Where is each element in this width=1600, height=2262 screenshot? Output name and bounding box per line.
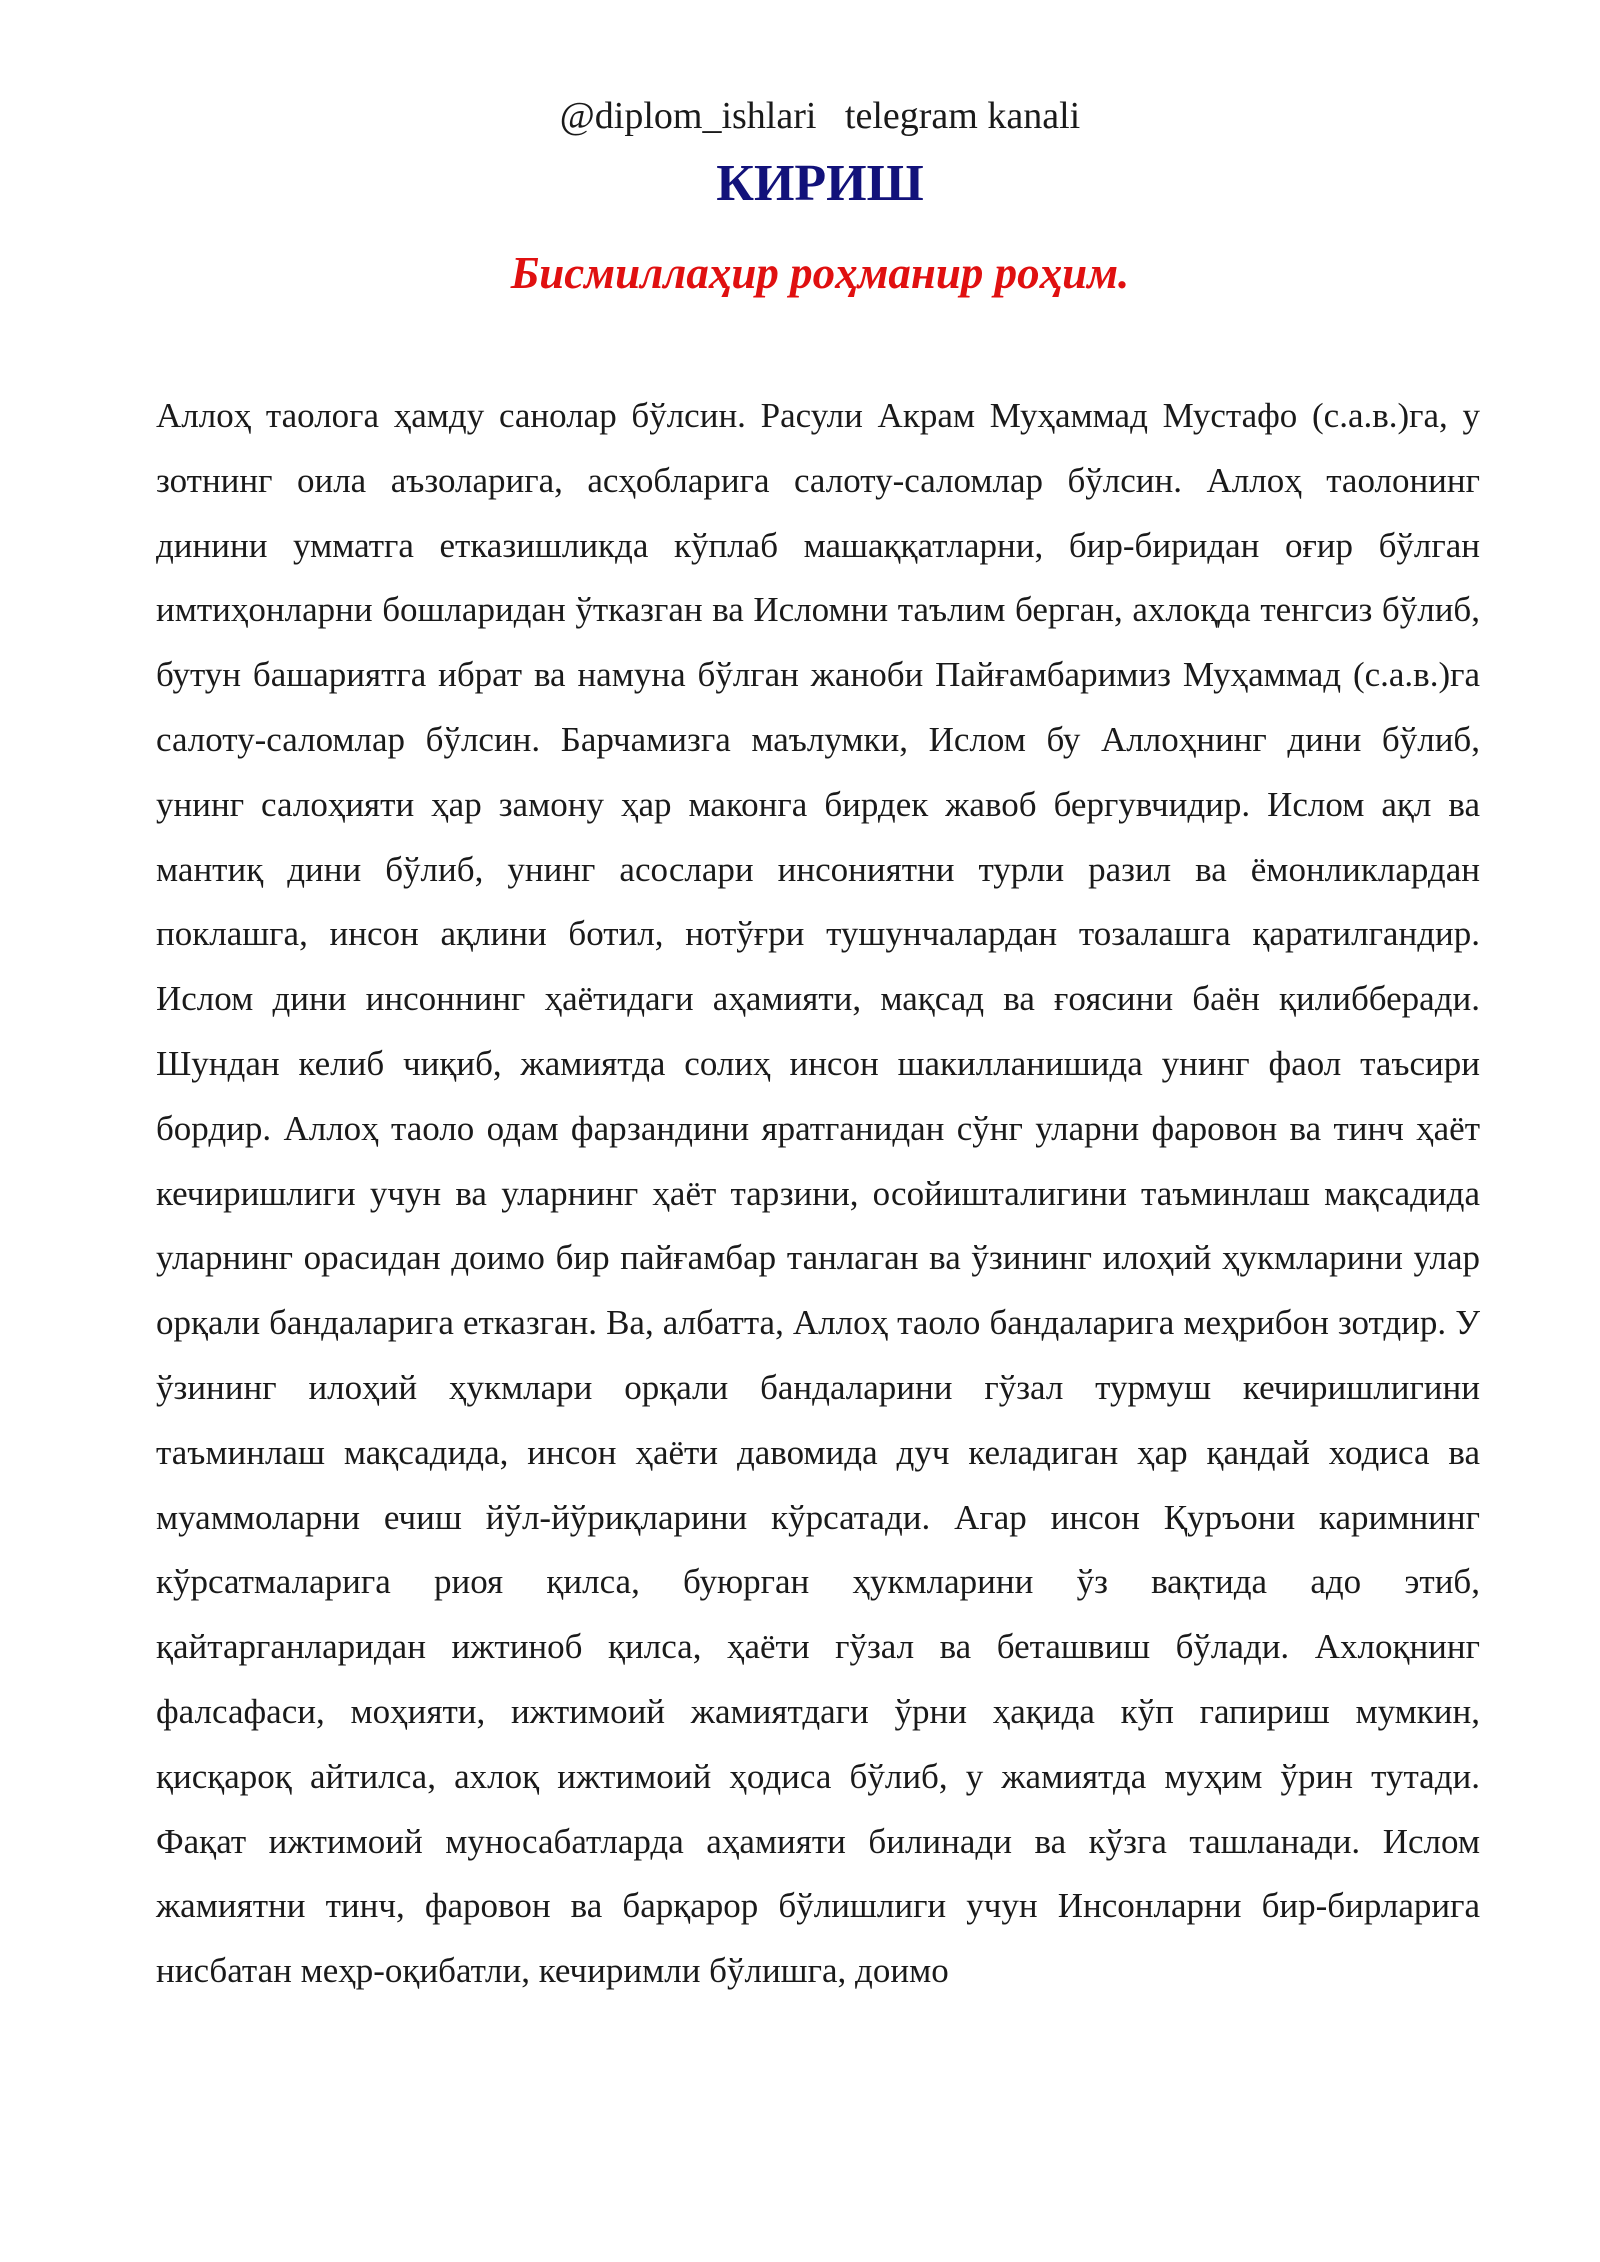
basmala-subtitle: Бисмиллаҳир роҳманир роҳим. (510, 248, 1130, 298)
page-title: КИРИШ (716, 155, 924, 212)
body-paragraph: Аллоҳ таолога ҳамду санолар бўлсин. Расули Акрам Муҳаммад Мустафо (с.а.в.)га, у зотнинг оила аъзоларига, асҳобларига салоту-саломлар бўлсин. Аллоҳ таолонинг динини умматга етказишликда кўплаб машаққатларни, бир-биридан оғир бўлган имтиҳонларни бошларидан ўтказган ва Исломни таълим берган, ахлоқда тенгсиз бўлиб, бутун башариятга ибрат ва намуна бўлган жаноби Пайғамбаримиз Муҳаммад (с.а.в.)га салоту-саломлар бўлсин. Барчамизга маълумки, Ислом бу Аллоҳнинг дини бўлиб, унинг салоҳияти ҳар замону ҳар маконга бирдек жавоб бергувчидир. Ислом ақл ва мантиқ дини бўлиб, унинг асослари инсониятни турли разил ва ёмонликлардан поклашга, инсон ақлини ботил, нотўғри тушунчалардан тозалашга қаратилгандир. Ислом дини инсоннинг ҳаётидаги аҳамияти, мақсад ва ғоясини баён қилибберади. Шундан келиб чиқиб, жамиятда солиҳ инсон шакилланишида унинг фаол таъсири бордир. Аллоҳ таоло одам фарзандини яратганидан сўнг уларни фаровон ва тинч ҳаёт кечиришлиги учун ва уларнинг ҳаёт тарзини, осойишталигини таъминлаш мақсадида уларнинг орасидан доимо бир пайғамбар танлаган ва ўзининг илоҳий ҳукмларини улар орқали бандаларига етказган. Ва, албатта, Аллоҳ таоло бандаларига меҳрибон зотдир. У ўзининг илоҳий ҳукмлари орқали бандаларини гўзал турмуш кечиришлигини таъминлаш мақсадида, инсон ҳаёти давомида дуч келадиган ҳар қандай ходиса ва муаммоларни ечиш йўл-йўриқларини кўрсатади. Агар инсон Қуръони каримнинг кўрсатмаларига риоя қилса, буюрган ҳукмларини ўз вақтида адо этиб, қайтарганларидан ижтиноб қилса, ҳаёти гўзал ва беташвиш бўлади. Ахлоқнинг фалсафаси, моҳияти, ижтимоий жамиятдаги ўрни ҳақида кўп гапириш мумкин, қисқароқ айтилса, ахлоқ ижтимоий ҳодиса бўлиб, у жамиятда муҳим ўрин тутади. Фақат ижтимоий муносабатларда аҳамияти билинади ва кўзга ташланади. Ислом жамиятни тинч, фаровон ва барқарор бўлишлиги учун Инсонларни бир-бирларига нисбатан меҳр-оқибатли, кечиримли бўлишга, доимо (156, 396, 1480, 1991)
channel-header: @diplom_ishlari telegram kanali (559, 95, 1081, 137)
